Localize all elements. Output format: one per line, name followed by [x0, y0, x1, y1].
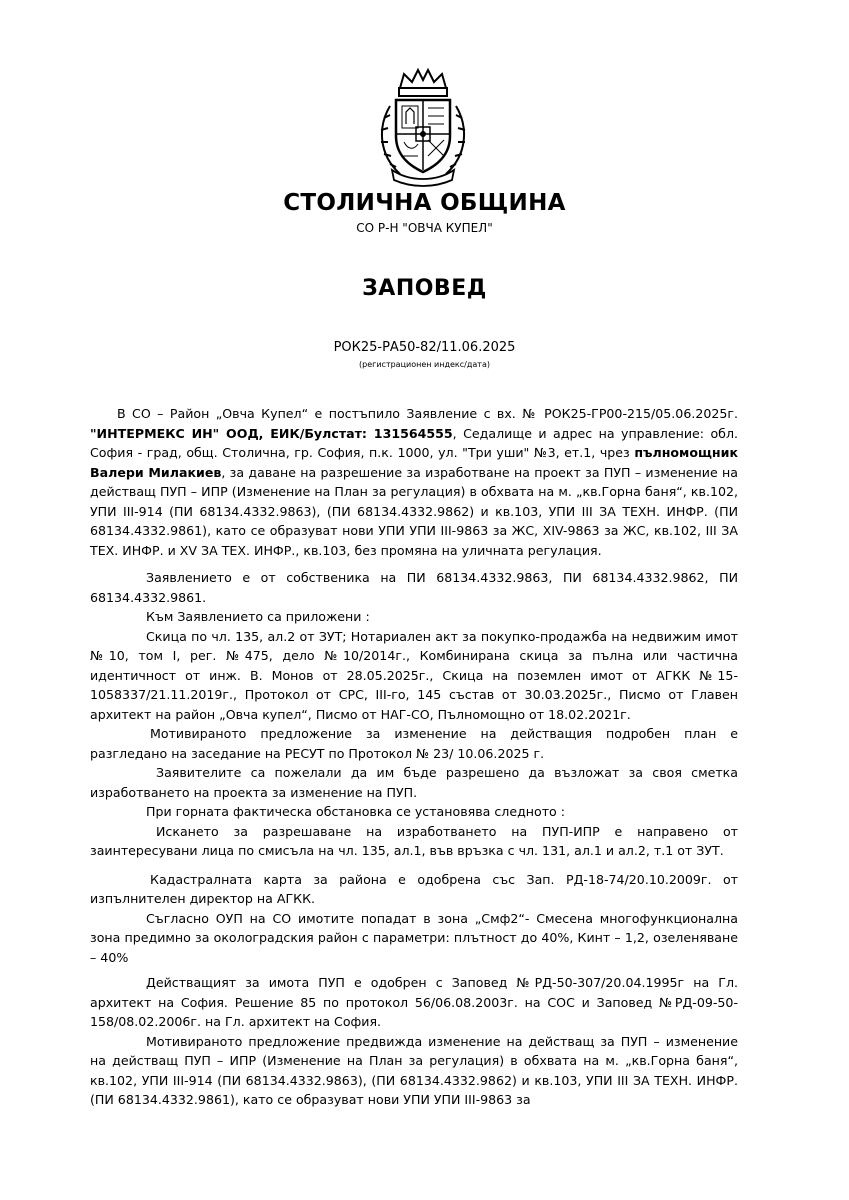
paragraph-application [90, 404, 738, 560]
sofia-coat-of-arms-icon [370, 66, 476, 188]
paragraph-attachments-heading: Към Заявлението са приложени : [146, 609, 370, 624]
paragraph-proposal: Мотивираното предложение предвижда изменение на действащ за ПУП – изменение на действащ ПУП – ИПР (Изменение на План за регулация) в обхвата на м. „кв.Горна баня“, кв.102, УПИ III-914 (ПИ 68134.4332.9863), (ПИ 68134.4332.9862) и кв.103, УПИ III ЗА ТЕХН. ИНФР. (ПИ 68134.4332.9861), като се образуват нови УПИ УПИ III-9863 за [90, 1033, 738, 1107]
organization-subtitle: СО Р-Н "ОВЧА КУПЕЛ" [356, 221, 493, 235]
document-title: ЗАПОВЕД [362, 276, 487, 301]
paragraph-request-legal-basis: Искането за разрешаване на изработването на ПУП-ИПР е направено от заинтересувани лица по смисъла на чл. 135, ал.1, във връзка с чл. 131, ал.1 и ал.2, т.1 от ЗУТ. [90, 823, 738, 858]
paragraph-current-plan: Действащият за имота ПУП е одобрен с Заповед №РД-50-307/20.04.1995г на Гл. архитект на София. Решение 85 по протокол 56/06.08.2003г. на СОС и Заповед №РД-09-50-158/08.02.2006г. на Гл. архитект на София. [90, 975, 738, 1029]
paragraph-applicants-request: Заявителите са пожелали да им бъде разрешено да възложат за своя сметка изработването на проекта за изменение на ПУП. [90, 765, 738, 800]
paragraph-findings-heading: При горната фактическа обстановка се установява следното : [146, 804, 566, 819]
document-body [90, 404, 738, 1110]
registration-note: (регистрационен индекс/дата) [359, 360, 490, 369]
paragraph-text: , Седалище и адрес на управление: обл. София - град, общ. Столична, гр. София, п.к. 1000, ул. "Три уши" №3, ет.1, чрез [90, 425, 738, 460]
organization-title: СТОЛИЧНА ОБЩИНА [283, 190, 566, 216]
paragraph-text: , за даване на разрешение за изработване на проект за ПУП – изменение на действащ ПУП – ИПР (Изменение на План за регулация) в обхвата на м. „кв.Горна баня“, кв.102, УПИ III-914 (ПИ 68134.4332.9863), (ПИ 68134.4332.9862) и кв.103, УПИ III ЗА ТЕХН. ИНФР. (ПИ 68134.4332.9861), като се образуват нови УПИ УПИ III-9863 за ЖС, XIV-9863 за ЖС, кв.102, III ЗА ТЕХ. ИНФР. и XV ЗА ТЕХ. ИНФР., кв.103, без промяна на уличната регулация. [90, 464, 738, 558]
registration-number: РОК25-РА50-82/11.06.2025 [333, 340, 516, 355]
paragraph-resut: Мотивираното предложение за изменение на действащия подробен план е разгледано на заседание на РЕСУТ по Протокол № 23/ 10.06.2025 г. [90, 726, 738, 761]
applicant-proxy: пълномощник Валери Милакиев [90, 445, 738, 480]
paragraph-text: В СО – Район „Овча Купел“ е постъпило Заявление с вх. № РОК25-ГР00-215/05.06.2025г. [117, 406, 738, 421]
paragraph-cadastral-map: Кадастралната карта за района е одобрена със Зап. РД-18-74/20.10.2009г. от изпълнителен директор на АГКК. [90, 871, 738, 906]
paragraph-master-plan-zone: Съгласно ОУП на СО имотите попадат в зона „Смф2“- Смесена многофункционална зона предимно за околоградския район с параметри: плътност до 40%, Кинт – 1,2, озеленяване – 40% [90, 910, 738, 965]
paragraph-attachments-list: Скица по чл. 135, ал.2 от ЗУТ; Нотариален акт за покупко-продажба на недвижим имот №10, том I, рег. №475, дело №10/2014г., Комбинирана скица за пълна или частична идентичност от инж. В. Монов от 28.05.2025г., Скица на поземлен имот от АГКК №15-1058337/21.11.2019г., Протокол от СРС, III-го, 145 състав от 30.03.2025г., Писмо от Главен архитект на район „Овча купел“, Писмо от НАГ-СО, Пълномощно от 18.02.2021г. [90, 628, 738, 722]
applicant-company: "ИНТЕРМЕКС ИН" ООД, ЕИК/Булстат: 131564555 [90, 425, 453, 441]
paragraph-owner: Заявлението е от собственика на ПИ 68134.4332.9863, ПИ 68134.4332.9862, ПИ 68134.4332.9861. [90, 570, 738, 605]
